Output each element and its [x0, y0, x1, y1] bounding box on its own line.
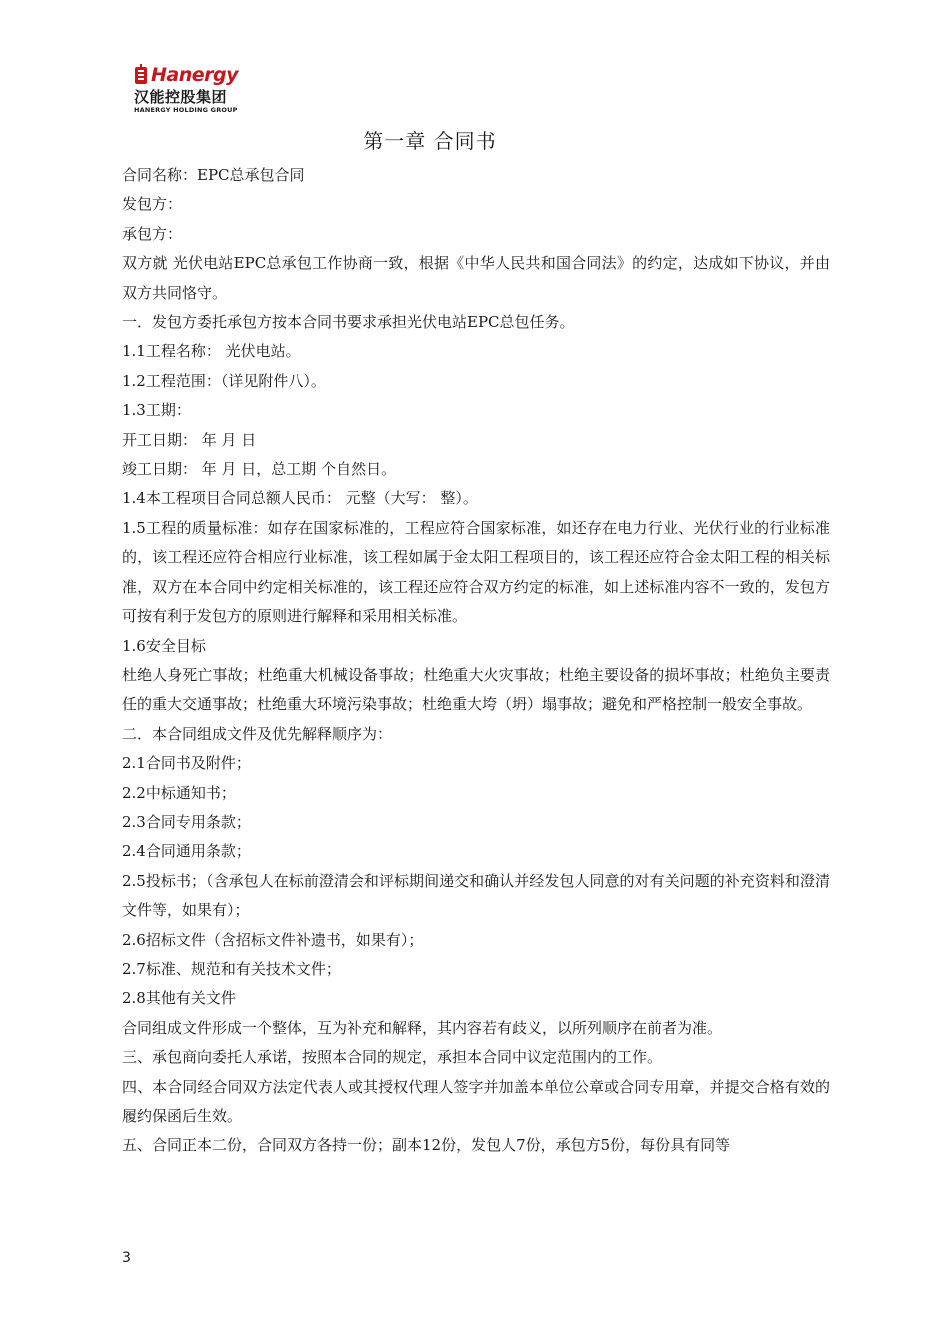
documents-interpretation-paragraph: 合同组成文件形成一个整体，互为补充和解释，其内容若有歧义，以所列顺序在前者为准。: [122, 1018, 723, 1037]
company-logo: [134, 64, 254, 124]
chapter-title: 第一章 合同书: [363, 129, 497, 153]
clause-2-4: 2.4合同通用条款；: [122, 842, 251, 861]
clause-2-5: 2.5投标书；（含承包人在标前澄清会和评标期间递交和确认并经发包人同意的对有关问题的补充资料和澄清文件等，如果有）；: [122, 871, 830, 920]
start-date-line: 开工日期： 年 月 日: [122, 430, 257, 449]
contract-body: [122, 161, 830, 1161]
clause-2-3: 2.3合同专用条款；: [122, 812, 251, 831]
logo-english-name: HANERGY HOLDING GROUP: [134, 106, 238, 114]
logo-brand-text: Hanergy: [151, 64, 238, 86]
contract-name-line: 合同名称：EPC总承包合同: [122, 166, 305, 184]
section-four-paragraph: 四、本合同经合同双方法定代表人或其授权代理人签字并加盖本单位公章或合同专用章，并提交合格有效的履约保函后生效。: [122, 1077, 830, 1125]
clause-2-8: 2.8其他有关文件: [122, 989, 236, 1008]
safety-targets-paragraph: 杜绝人身死亡事故；杜绝重大机械设备事故；杜绝重大火灾事故；杜绝主要设备的损坏事故；杜绝负主要责任的重大交通事故；杜绝重大环境污染事故；杜绝重大垮（坍）塌事故；避免和严格控制一般安全事故。: [122, 665, 830, 714]
clause-2-6: 2.6招标文件（含招标文件补遗书，如果有）；: [122, 930, 424, 949]
clause-1-6: 1.6安全目标: [122, 636, 206, 655]
page-number: 3: [122, 1250, 131, 1266]
clause-1-1: 1.1工程名称： 光伏电站。: [122, 342, 301, 361]
section-one-heading: 一．发包方委托承包方按本合同书要求承担光伏电站EPC总包任务。: [122, 313, 575, 332]
clause-2-7: 2.7标准、规范和有关技术文件；: [122, 959, 341, 978]
contractor-line: 承包方：: [122, 224, 183, 243]
clause-1-2: 1.2工程范围：（详见附件八）。: [122, 371, 326, 390]
logo-chinese-name: 汉能控股集团: [134, 88, 228, 106]
section-five-paragraph: 五、合同正本二份，合同双方各持一份；副本12份，发包人7份，承包方5份，每份具有同等: [122, 1136, 731, 1155]
clause-1-5: 1.5工程的质量标准：如存在国家标准的，工程应符合国家标准，如还存在电力行业、光伏行业的行业标准的，该工程还应符合相应行业标准，该工程如属于金太阳工程项目的，该工程还应符合金太阳工程的相关标准，双方在本合同中约定相关标准的，该工程还应符合双方约定的标准，如上述标准内容不一致的，发包方可按有利于发包方的原则进行解释和采用相关标准。: [122, 518, 830, 626]
hanergy-mark-icon: [134, 64, 148, 86]
employer-line: 发包方：: [122, 195, 183, 214]
section-two-heading: 二．本合同组成文件及优先解释顺序为：: [122, 724, 393, 743]
completion-date-line: 竣工日期： 年 月 日，总工期 个自然日。: [122, 460, 397, 479]
section-three-paragraph: 三、承包商向委托人承诺，按照本合同的规定，承担本合同中议定范围内的工作。: [122, 1048, 663, 1067]
clause-1-4: 1.4本工程项目合同总额人民币： 元整（大写： 整）。: [122, 489, 478, 508]
clause-2-2: 2.2中标通知书；: [122, 783, 236, 802]
clause-2-1: 2.1合同书及附件；: [122, 754, 251, 773]
clause-1-3: 1.3工期：: [122, 401, 191, 420]
logo-brand-row: [134, 64, 254, 86]
agreement-paragraph: 双方就 光伏电站EPC总承包工作协商一致，根据《中华人民共和国合同法》的约定，达成如下协议，并由双方共同恪守。: [122, 254, 830, 302]
